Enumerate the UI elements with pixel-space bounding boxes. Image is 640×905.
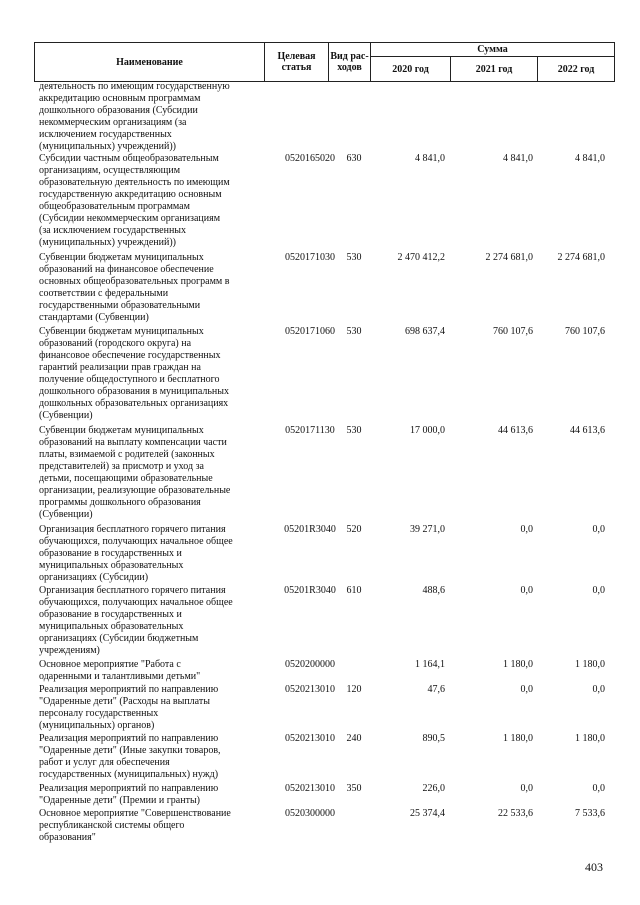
row-name: Субвенции бюджетам муниципальных образований на выплату компенсации части платы, взимаемой с родителей (законных представителей) за присмотр и уход за детьми, посещающими образовательные организации, реализующие образовательные программы дошкольного образования (Субвенции) — [39, 425, 231, 520]
row-code: 0520171060 — [285, 326, 335, 337]
row-sum-2020: 25 374,4 — [410, 808, 445, 819]
row-code: 0520213010 — [285, 783, 335, 794]
col-header-vid: Вид рас-ходов — [329, 43, 371, 82]
row-sum-2021: 760 107,6 — [493, 326, 533, 337]
row-vid: 520 — [346, 524, 362, 535]
page-number: 403 — [585, 860, 603, 874]
row-vid: 630 — [346, 153, 362, 164]
row-code: 0520213010 — [285, 733, 335, 744]
row-sum-2020: 226,0 — [422, 783, 445, 794]
row-sum-2020: 17 000,0 — [410, 425, 445, 436]
row-name: Основное мероприятие "Совершенствование республиканской системы общего образования" — [39, 808, 231, 843]
row-name: Реализация мероприятий по направлению "Одаренные дети" (Расходы на выплаты персоналу государственных (муниципальных) органов) — [39, 684, 219, 731]
row-sum-2021: 1 180,0 — [503, 659, 533, 670]
row-sum-2021: 0,0 — [520, 524, 533, 535]
row-sum-2022: 44 613,6 — [570, 425, 605, 436]
row-sum-2021: 0,0 — [520, 783, 533, 794]
col-header-2020: 2020 год — [371, 57, 451, 82]
row-sum-2022: 2 274 681,0 — [557, 252, 605, 263]
row-sum-2020: 1 164,1 — [415, 659, 445, 670]
row-code: 0520200000 — [285, 659, 335, 670]
row-sum-2021: 4 841,0 — [503, 153, 533, 164]
row-vid: 350 — [346, 783, 362, 794]
row-sum-2021: 22 533,6 — [498, 808, 533, 819]
row-sum-2022: 1 180,0 — [575, 659, 605, 670]
row-name: деятельность по имеющим государственную аккредитацию основным программам дошкольного образования (Субсидии некоммерческим организациям (за исключением государственных (муниципальных) учреждений)) — [39, 81, 230, 152]
row-name: Реализация мероприятий по направлению "Одаренные дети" (Иные закупки товаров, работ и услуг для обеспечения государственных (муниципальных) нужд) — [39, 733, 221, 780]
row-sum-2021: 0,0 — [520, 585, 533, 596]
row-name: Реализация мероприятий по направлению "Одаренные дети" (Премии и гранты) — [39, 783, 219, 806]
row-vid: 530 — [346, 252, 362, 263]
row-vid: 240 — [346, 733, 362, 744]
row-name: Организация бесплатного горячего питания обучающихся, получающих начальное общее образование в государственных и муниципальных образовательных организациях (Субсидии) — [39, 524, 233, 583]
row-code: 05201R3040 — [284, 585, 336, 596]
row-sum-2021: 2 274 681,0 — [485, 252, 533, 263]
col-header-code: Целевая статья — [265, 43, 329, 82]
row-sum-2020: 4 841,0 — [415, 153, 445, 164]
row-sum-2020: 47,6 — [427, 684, 445, 695]
row-code: 0520165020 — [285, 153, 335, 164]
row-sum-2022: 0,0 — [592, 783, 605, 794]
row-sum-2022: 760 107,6 — [565, 326, 605, 337]
row-vid: 530 — [346, 326, 362, 337]
row-name: Субвенции бюджетам муниципальных образований (городского округа) на финансовое обеспечение государственных гарантий реализации прав граждан на получение общедоступного и бесплатного дошкольного образования в муниципальных дошкольных образовательных организациях (Субвенции) — [39, 326, 229, 421]
row-sum-2021: 0,0 — [520, 684, 533, 695]
row-sum-2022: 0,0 — [592, 524, 605, 535]
row-vid: 610 — [346, 585, 362, 596]
row-sum-2020: 2 470 412,2 — [397, 252, 445, 263]
row-sum-2020: 488,6 — [422, 585, 445, 596]
row-sum-2020: 39 271,0 — [410, 524, 445, 535]
row-code: 0520171130 — [285, 425, 335, 436]
row-sum-2022: 1 180,0 — [575, 733, 605, 744]
row-vid: 530 — [346, 425, 362, 436]
row-code: 0520213010 — [285, 684, 335, 695]
row-name: Субсидии частным общеобразовательным организациям, осуществляющим образовательную деятельность по имеющим государственную аккредитацию основным общеобразовательным программам (Субсидии некоммерческим организациям (за исключением государственных (муниципальных) учреждений)) — [39, 153, 230, 248]
col-header-sum: Сумма — [371, 43, 615, 57]
row-sum-2021: 44 613,6 — [498, 425, 533, 436]
row-name: Субвенции бюджетам муниципальных образований на финансовое обеспечение основных общеобразовательных программ в соответствии с федеральными государственными образовательными стандартами (Субвенции) — [39, 252, 230, 323]
row-code: 05201R3040 — [284, 524, 336, 535]
col-header-2021: 2021 год — [451, 57, 538, 82]
row-sum-2020: 698 637,4 — [405, 326, 445, 337]
row-sum-2022: 7 533,6 — [575, 808, 605, 819]
row-code: 0520171030 — [285, 252, 335, 263]
col-header-2022: 2022 год — [538, 57, 615, 82]
row-sum-2021: 1 180,0 — [503, 733, 533, 744]
row-name: Основное мероприятие "Работа с одаренными и талантливыми детьми" — [39, 659, 201, 682]
row-name: Организация бесплатного горячего питания обучающихся, получающих начальное общее образование в государственных и муниципальных образовательных организациях (Субсидии бюджетным учреждениям) — [39, 585, 233, 656]
row-code: 0520300000 — [285, 808, 335, 819]
row-vid: 120 — [346, 684, 362, 695]
col-header-name: Наименование — [35, 43, 265, 82]
table-header — [34, 42, 615, 82]
row-sum-2022: 0,0 — [592, 684, 605, 695]
row-sum-2020: 890,5 — [422, 733, 445, 744]
row-sum-2022: 4 841,0 — [575, 153, 605, 164]
row-sum-2022: 0,0 — [592, 585, 605, 596]
